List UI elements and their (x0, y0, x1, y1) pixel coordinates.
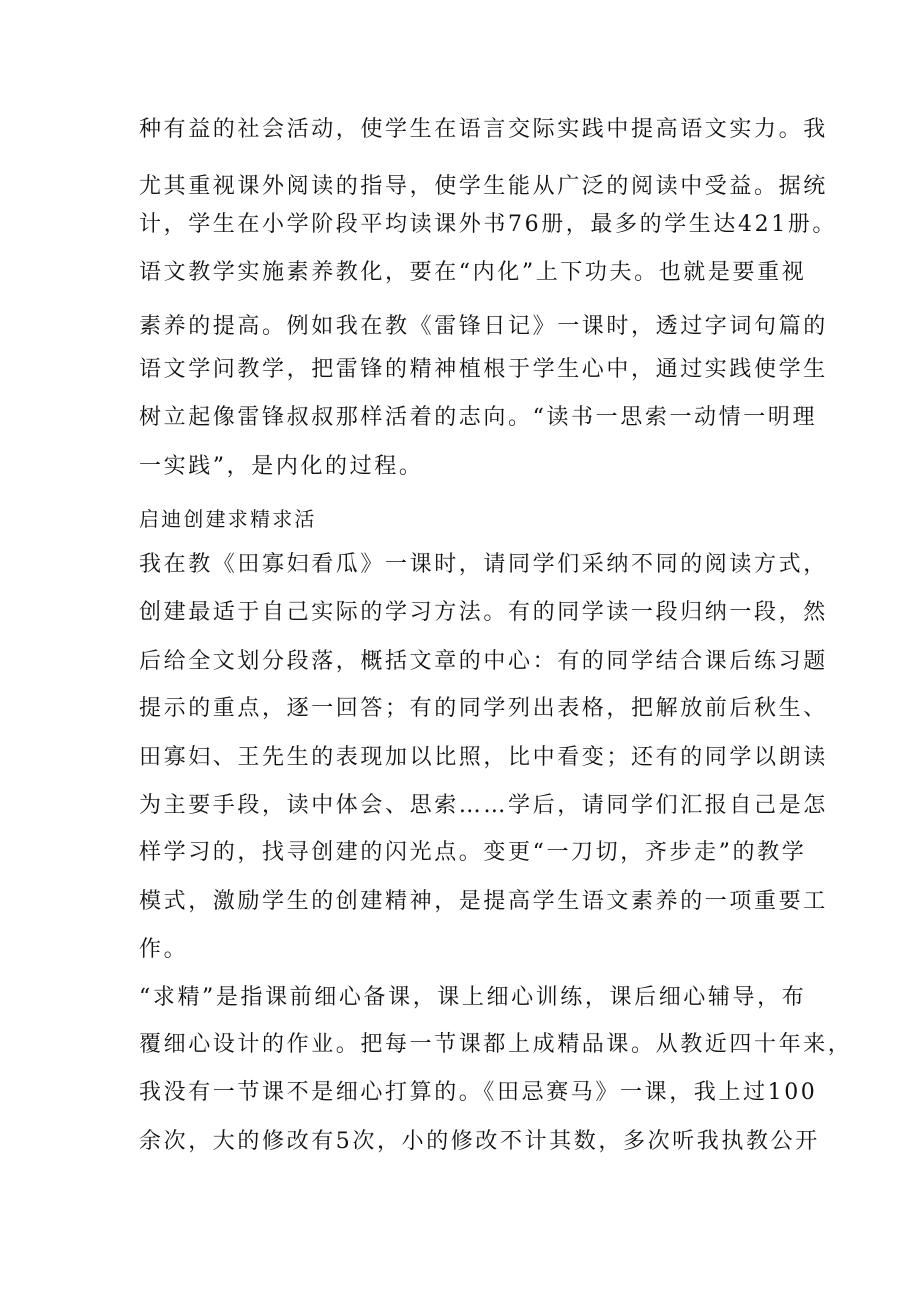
text-line: 创建最适于自己实际的学习方法。有的同学读一段归纳一段，然 (139, 600, 828, 625)
text-line: 种有益的社会活动，使学生在语言交际实践中提高语文实力。我 (139, 117, 828, 142)
text-line: 一实践”，是内化的过程。 (139, 454, 424, 479)
text-line: 覆细心设计的作业。把每一节课都上成精品课。从教近四十年来， (139, 1032, 853, 1057)
text-line: 我在教《田寡妇看瓜》一课时，请同学们采纳不同的阅读方式， (139, 552, 828, 577)
section-heading: 启迪创建求精求活 (139, 507, 317, 531)
text-line: 样学习的，找寻创建的闪光点。变更“一刀切，齐步走”的教学 (139, 840, 807, 865)
text-line: 后给全文划分段落，概括文章的中心：有的同学结合课后练习题 (139, 649, 828, 674)
text-line: 素养的提高。例如我在教《雷锋日记》一课时，透过字词句篇的 (139, 314, 828, 339)
text-line: 作。 (139, 937, 189, 962)
text-line: 余次，大的修改有5次，小的修改不计其数，多次听我执教公开 (139, 1129, 820, 1154)
text-line: 模式，激励学生的创建精神，是提高学生语文素养的一项重要工 (139, 889, 828, 914)
text-line: 提示的重点，逐一回答；有的同学列出表格，把解放前后秋生、 (139, 696, 828, 721)
text-line: 树立起像雷锋叔叔那样活着的志向。“读书一思索一动情一明理 (139, 405, 818, 430)
text-line: 尤其重视课外阅读的指导，使学生能从广泛的阅读中受益。据统 (139, 174, 828, 199)
text-line: 为主要手段，读中体会、思索……学后，请同学们汇报自己是怎 (139, 793, 828, 818)
text-line: 语文教学实施素养教化，要在“内化”上下功夫。也就是要重视 (139, 260, 807, 285)
text-line: 计，学生在小学阶段平均读课外书76册，最多的学生达421册。 (139, 212, 837, 237)
text-line: “求精”是指课前细心备课，课上细心训练，课后细心辅导，布 (139, 985, 807, 1010)
text-line: 田寡妇、王先生的表现加以比照，比中看变；还有的同学以朗读 (139, 745, 828, 770)
text-line: 语文学问教学，把雷锋的精神植根于学生心中，通过实践使学生 (139, 357, 828, 382)
text-line: 我没有一节课不是细心打算的。《田忌赛马》一课，我上过100 (139, 1080, 818, 1105)
